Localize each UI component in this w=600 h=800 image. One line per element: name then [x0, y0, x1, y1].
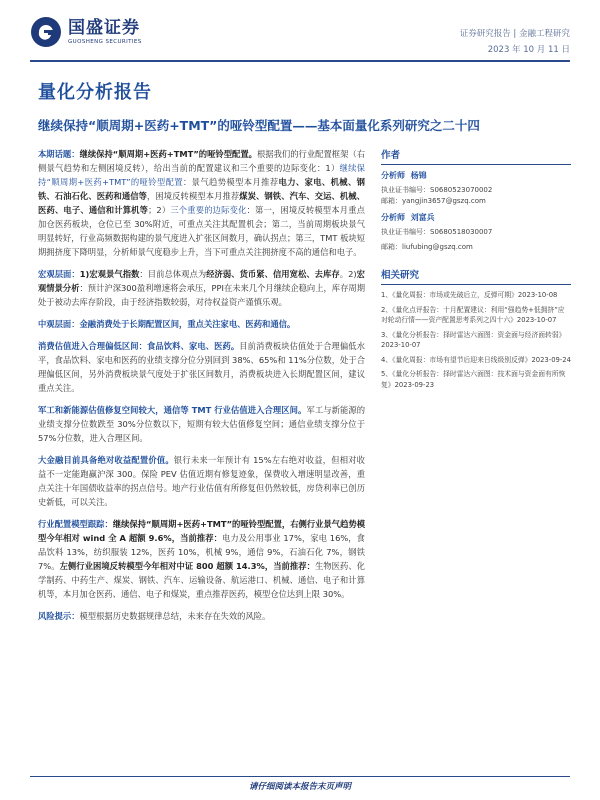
summary-body	[38, 147, 365, 631]
model-right-picks: 电力及公用事业 17%，家电 16%，食品饮料 13%，纺织服装 12%，医药 10%，机械 9%，通信 9%，石油石化 7%，钢铁 7%。	[38, 533, 365, 571]
analyst-label: 分析师	[381, 171, 405, 180]
risk-text: 模型根据历史数据规律总结，未来存在失效的风险。	[79, 611, 271, 621]
logo-en-text: GUOSHENG SECURITIES	[68, 39, 142, 45]
military-text: 军工与新能源的业绩支撑分位数跌至 30%分位数以下，短期有较大估值修复空间；通信业绩支撑分位于 57%分位数，进入合理区间。	[38, 405, 365, 443]
model-left-picks: 生物医药、化学制药、中药生产、煤炭、钢铁、汽车、运输设备、航运港口、机械、通信、电子和计算机等，本月加仓医药、通信、电子和煤炭，重点推荐医药，模型仓位达到上限 30%。	[38, 561, 365, 599]
report-type: 量化分析报告	[38, 82, 152, 103]
topic-text: ：第一，困境反转模型本月重点加仓医药板块，仓位已至 30%附近，可重点关注其配置机会；第二，当前周期板块景气明显转好，行业高频数据构建的景气度进入扩张区间数月，确认拐点；第三，TMT 板块短期拥挤度下降明显，分析师景气度稳步上升，当下可重点关注拥挤度不高的通信和电子。	[38, 205, 365, 257]
analyst-1	[381, 170, 571, 181]
company-logo	[30, 16, 142, 48]
analyst-name: 刘富兵	[410, 213, 435, 222]
topic-lead: 本期话题：	[38, 149, 80, 159]
topic-text: ，困境反转模型本月推荐	[147, 191, 240, 201]
related-report[interactable]: 5、《量化分析报告：择时雷达六面图：技术面与资金面有所恢复》2023-09-23	[381, 370, 566, 389]
macro-text: ：目前总体观点为	[139, 269, 207, 279]
macro-text: ：预计沪深300盈利增速将会承压，PPI在未来几个月继续企稳向上，库存周期处于被动去库存阶段，由于经济指数较弱，对待权益资产谨慎乐观。	[38, 283, 365, 307]
consumption-text: 目前消费板块估值处于合理偏低水平，食品饮料、家电和医药的业绩支撑分位分别回到 38%、65%和 11%分位数，处于合理偏低区间，另外消费板块景气度处于扩张区间数月，消费板块进入长期配置区间，建议重点关注。	[38, 341, 365, 393]
footer-divider	[30, 776, 570, 777]
meso-lead: 中观层面：金融消费处于长期配置区间，重点关注家电、医药和通信。	[38, 319, 296, 329]
paragraph-military	[38, 403, 365, 445]
macro-lead: 宏观层面：	[38, 269, 80, 279]
paragraph-risk	[38, 609, 365, 623]
related-report[interactable]: 4、《量化周报：市场有望节后迎来日线级别反弹》2023-09-24	[381, 355, 571, 364]
header-divider	[30, 60, 570, 62]
paragraph-macro	[38, 267, 365, 309]
analyst-1-email[interactable]: 邮箱：yangjin3657@gszq.com	[381, 197, 486, 205]
analyst-2	[381, 212, 571, 223]
sidebar	[381, 147, 571, 394]
footer-disclaimer: 请仔细阅读本报告末页声明	[248, 782, 351, 792]
analyst-label: 分析师	[381, 213, 405, 222]
military-lead: 军工和新能源估值修复空间较大，通信等 TMT 行业估值进入合理区间。	[38, 405, 307, 415]
macro-index: 1)宏观景气指数	[79, 269, 140, 279]
report-date: 2023 年 10 月 11 日	[487, 45, 570, 55]
guosheng-logo-icon	[30, 16, 62, 48]
topic-text: ；2）	[148, 205, 171, 215]
model-lead: 行业配置模型跟踪：	[38, 519, 113, 529]
topic-text: ：景气趋势模型本月推荐	[182, 177, 279, 187]
macro-text: 。2)	[339, 269, 357, 279]
finance-lead: 大金融目前具备绝对收益配置价值。	[38, 455, 174, 465]
paragraph-consumption	[38, 339, 365, 395]
topic-headline: 继续保持“顺周期+医药+TMT”的哑铃型配置。	[79, 149, 257, 159]
topic-point1: 继续保持“顺周期+医药+TMT”的哑铃型配置	[38, 163, 365, 187]
topic-point2: 三个重要的边际变化	[170, 205, 247, 215]
authors-heading: 作者	[381, 147, 571, 165]
model-left: 左侧行业困境反转模型今年相对中证 800 超额 14.3%，当前推荐：	[59, 561, 315, 571]
related-report[interactable]: 2、《量化点评报告：十月配置建议：利用“强趋势+低拥挤”应对轮动行情——资产配置思考系列之四十六》2023-10-07	[381, 305, 565, 324]
topic-trend-picks: 电力、家电、机械、钢铁、石油石化、医药和通信等	[38, 177, 365, 201]
related-report[interactable]: 1、《量化周报：市场或先破后立，反弹可期》2023-10-08	[381, 291, 558, 299]
finance-text: 银行未来一年预计有 15%左右绝对收益，但相对收益不一定能跑赢沪深 300。保险 PEV 估值近期有修复迹象，保费收入增速明显改善，重点关注十年国债收益率的拐点信号。地产行业估值有所修复但仍然较低，房贷利率已创历史新低，可以关注。	[38, 455, 365, 507]
macro-scenario: 宏观情景分析	[38, 269, 365, 293]
analyst-2-email[interactable]: 邮箱：liufubing@gszq.com	[381, 243, 473, 251]
macro-view: 经济弱、货币紧、信用宽松、去库存	[206, 269, 340, 279]
related-heading: 相关研究	[381, 267, 571, 285]
paragraph-topic	[38, 147, 365, 259]
analyst-2-cert: 执业证书编号：S0680518030007	[381, 228, 493, 236]
logo-cn-text: 国盛证券	[68, 18, 140, 38]
report-category: 证券研究报告 | 金融工程研究	[459, 29, 570, 39]
analyst-1-cert: 执业证书编号：S0680523070002	[381, 186, 493, 194]
risk-lead: 风险提示：	[38, 611, 80, 621]
report-title: 继续保持“顺周期+医药+TMT”的哑铃型配置——基本面量化系列研究之二十四	[38, 118, 480, 133]
topic-text: 根据我们的行业配置框架（右侧景气趋势和左侧困境反转），给出当前的配置建议和三个重要的边际变化：1）	[38, 149, 365, 173]
paragraph-model	[38, 517, 365, 601]
paragraph-meso	[38, 317, 365, 331]
model-right: 继续保持“顺周期+医药+TMT”的哑铃型配置，右侧行业景气趋势模型今年相对 wind 全 A 超额 9.6%，当前推荐：	[38, 519, 365, 543]
consumption-lead: 消费估值进入合理偏低区间：食品饮料、家电、医药。	[38, 341, 240, 351]
paragraph-finance	[38, 453, 365, 509]
topic-reversal-picks: 煤炭、钢铁、汽车、交运、机械、医药、电子、通信和计算机等	[38, 191, 365, 215]
related-report[interactable]: 3、《量化分析报告：择时雷达六面图：资金面与经济面转弱》2023-10-07	[381, 330, 566, 349]
analyst-name: 杨锦	[410, 171, 427, 180]
